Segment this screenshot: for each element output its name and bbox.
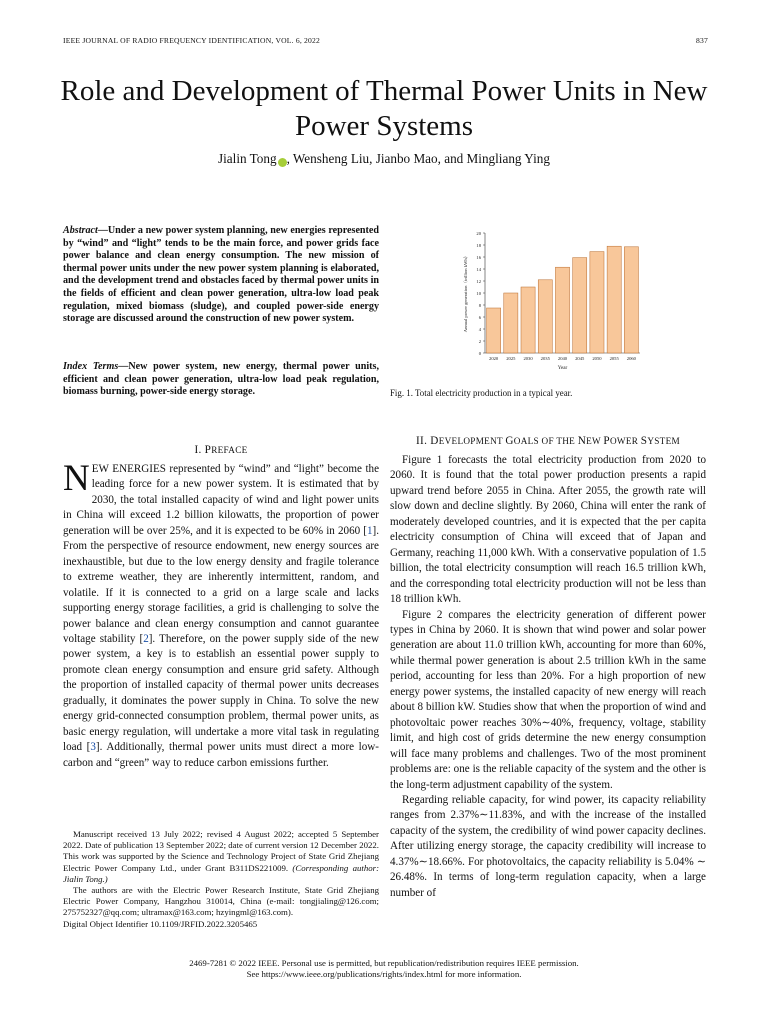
- running-header: [63, 36, 708, 45]
- drop-cap: N: [63, 458, 90, 499]
- abstract-text: —Under a new power system planning, new energies represented by “wind” and “light” tends to be the main force, and power grids face power balance and clean energy consumption. The new mission of thermal power units under the new power system planning is elaborated, and the development trend and obstacles faced by thermal power units in the fields of efficient and clean power generation, ultra-low load peak regulation, mixed biomass (sludge), and coupled power-side energy storage are discussed around the construction of new power system.: [63, 225, 379, 325]
- y-tick-label: 10: [476, 290, 481, 296]
- corresponding-author: (Corresponding author: Jialin Tong.): [63, 862, 379, 884]
- bar-chart: [455, 225, 645, 375]
- abstract: [63, 225, 379, 326]
- section-title-part: N: [577, 435, 587, 447]
- y-tick-label: 6: [478, 314, 481, 320]
- section-number: I.: [194, 444, 202, 456]
- other-authors: , Wensheng Liu, Jianbo Mao, and Mingliang Ying: [286, 151, 550, 166]
- section-title-part: D: [430, 435, 439, 447]
- bar-2035: [538, 280, 552, 353]
- bar-2030: [521, 287, 535, 353]
- figure-1: [455, 225, 645, 375]
- x-tick-label: 2050: [592, 356, 602, 361]
- section-title-part: G: [505, 435, 514, 447]
- paragraph: Figure 1 forecasts the total electricity production from 2020 to 2060. It is found that the total power production presents a rapid upward trend before 2055 in China. After 2055, the growth rate will slow down and decline slightly. By 2060, China will enter the rank of moderately developed countries, and it is expected that the per capita electricity consumption of China will exceed that of Japan and Germany, reaching 11,000 kWh. With a conservative population of 1.5 billion, the total electricity consumption will reach 16.5 trillion kWh, and the corresponding total electricity production will not be less than 18 trillion kWh.: [390, 454, 706, 606]
- figure-caption: Fig. 1. Total electricity production in a typical year.: [390, 388, 573, 398]
- lead-words: EW ENERGIES: [91, 463, 166, 475]
- orcid-icon[interactable]: [278, 158, 287, 167]
- section-heading-preface: [63, 444, 379, 456]
- paragraph: Figure 2 compares the electricity generation of different power types in China by 2060. It is shown that wind power and solar power generation are about 11.0 trillion kWh, accounting for more than 60%, while thermal power generation is about 2.5 trillion kWh in the same period, accounting for less than 20%. For a high proportion of new energy power systems, the installed capacity of new energy will reach about 8 billion kW. Studies show that when the proportion of wind and photovoltaic power reaches 30%∼40%, frequency, voltage, stability limit, and high cost of grids determine the new energy consumption will face many problems and challenges. Two of the most prominent problems are: one is the reliable capacity of the system and the other is the long-term adjustment capability of the system.: [390, 608, 706, 791]
- bar-2050: [590, 252, 604, 353]
- doi: Digital Object Identifier 10.1109/JRFID.2022.3205465: [63, 918, 258, 929]
- paper-title: Role and Development of Thermal Power Units in New Power Systems: [60, 75, 708, 142]
- y-tick-label: 0: [478, 350, 481, 356]
- bar-2020: [487, 308, 501, 353]
- x-tick-label: 2035: [540, 356, 550, 361]
- bar-2045: [573, 258, 587, 353]
- text-run: ]. Therefore, on the power supply side of the new power system, a key is to establish an essential power supply to promote clean energy consumption and ensure grid safety. Although the proportion of installed capacity of thermal power units decreases gradually, it dominates the power supply in China. To solve the new energy grid-connected consumption problem, thermal power units, as basic energy regulation, will undertake a more vital task in regulating load [: [63, 632, 379, 754]
- section-title-part: EVELOPMENT: [438, 436, 506, 446]
- page-number: 837: [696, 36, 708, 45]
- section-title-part: OALS OF THE: [513, 436, 578, 446]
- citation-link[interactable]: 2: [143, 632, 149, 645]
- preface-paragraph: [63, 458, 380, 771]
- x-tick-label: 2055: [609, 356, 619, 361]
- preface-body: [63, 458, 380, 771]
- text-run: ]. Additionally, thermal power units must direct a more low-carbon and “green” way to reduce carbon emissions further.: [63, 741, 379, 769]
- section-title-part: S: [640, 435, 648, 447]
- received-dates: Manuscript received 13 July 2022; revised 4 August 2022; accepted 5 September 2022. Date of publication 13 September 2022; date of current version 12 December 2022. This work was supported by the Science and Technology Project of State Grid Zhejiang Electric Power Company Ltd., under Grant B311DS221009.: [63, 829, 379, 873]
- journal-name: IEEE JOURNAL OF RADIO FREQUENCY IDENTIFICATION, VOL. 6, 2022: [63, 36, 321, 45]
- index-terms: [63, 361, 379, 399]
- y-tick-label: 4: [478, 326, 481, 332]
- first-page-footnote: [63, 829, 379, 930]
- affiliation-note: The authors are with the Electric Power Research Institute, State Grid Zhejiang Electric Power Company, Hangzhou 310014, China (e-mail: tongjialing@126.com; 275752327@qq.com; ultramax@163.com; hzyingml@163.com).: [63, 885, 379, 918]
- x-tick-label: 2030: [523, 356, 533, 361]
- manuscript-note: [63, 829, 379, 885]
- section-title-part: P: [603, 435, 610, 447]
- y-tick-label: 16: [476, 254, 481, 260]
- first-author: Jialin Tong: [218, 151, 277, 166]
- x-tick-label: 2060: [626, 356, 636, 361]
- y-tick-label: 2: [478, 338, 481, 344]
- section-title-initial: P: [204, 444, 212, 456]
- bar-2040: [555, 267, 569, 353]
- text-run: ]. From the perspective of resource endowment, new energy sources are inexhaustible, but due to the low energy density and fragile tolerance to extreme weather, they are inherently intermittent, random, and volatile. If it is connected to a grid on a large scale and lacks supporting energy storage facilities, a grid is challenging to solve the power balance and clean energy consumption and cannot guarantee voltage stability [: [63, 524, 379, 645]
- bar-2055: [607, 246, 621, 353]
- section-title-rest: REFACE: [211, 445, 248, 455]
- y-tick-label: 12: [476, 278, 481, 284]
- section-title-part: EW: [586, 436, 604, 446]
- section-title-part: OWER: [609, 436, 641, 446]
- rights-link[interactable]: See https://www.ieee.org/publications/rights/index.html for more information.: [246, 969, 522, 979]
- x-axis-title: Year: [557, 365, 568, 371]
- copyright-line: 2469-7281 © 2022 IEEE. Personal use is permitted, but republication/redistribution requires IEEE permission.: [189, 958, 579, 968]
- section-title-part: YSTEM: [647, 436, 680, 446]
- section-title: [430, 435, 680, 447]
- x-tick-label: 2020: [489, 356, 499, 361]
- section-number: II.: [416, 435, 428, 447]
- author-list: [40, 151, 728, 167]
- citation-link[interactable]: 1: [366, 524, 373, 537]
- bar-2060: [624, 247, 638, 353]
- copyright-notice: [40, 958, 728, 980]
- y-tick-label: 8: [478, 302, 481, 308]
- y-axis-title: Annual power generation（trillion kWh）: [463, 253, 468, 333]
- development-goals-body: [390, 453, 706, 901]
- y-tick-label: 18: [476, 242, 481, 248]
- abstract-label: Abstract: [63, 225, 98, 236]
- citation-link[interactable]: 3: [90, 741, 96, 754]
- y-tick-label: 20: [476, 230, 481, 236]
- y-tick-label: 14: [476, 266, 481, 272]
- index-terms-label: Index Terms: [63, 361, 119, 372]
- bar-2025: [504, 293, 518, 353]
- x-tick-label: 2040: [557, 356, 568, 361]
- index-terms-text: —New power system, new energy, thermal power units, efficient and clean power generation, ultra-low load peak regulation, biomass burning, power-side energy storage.: [63, 361, 379, 398]
- x-tick-label: 2045: [575, 356, 585, 361]
- section-heading-development-goals: [390, 435, 706, 447]
- paragraph: Regarding reliable capacity, for wind power, its capacity reliability ranges from 2.37%∼11.83%, and with the increase of the installed capacity of the system, the credibility of wind power capacity declines. After utilizing energy storage, the capacity credibility will increase to 4.37%∼18.66%. For photovoltaics, the capacity reliability is 5.04% ∼ 26.48%. In terms of long-term regulation capacity, when a large number of: [390, 793, 706, 899]
- x-tick-label: 2025: [506, 356, 516, 361]
- text-run: represented by “wind” and “light” become the leading force for a new power system. It is estimated that by 2030, the total installed capacity of wind and light power units in China will exceed 1.2 billion kilowatts, the proportion of power generation will be over 25%, and it is expected to be 60% in 2060 [: [63, 463, 380, 537]
